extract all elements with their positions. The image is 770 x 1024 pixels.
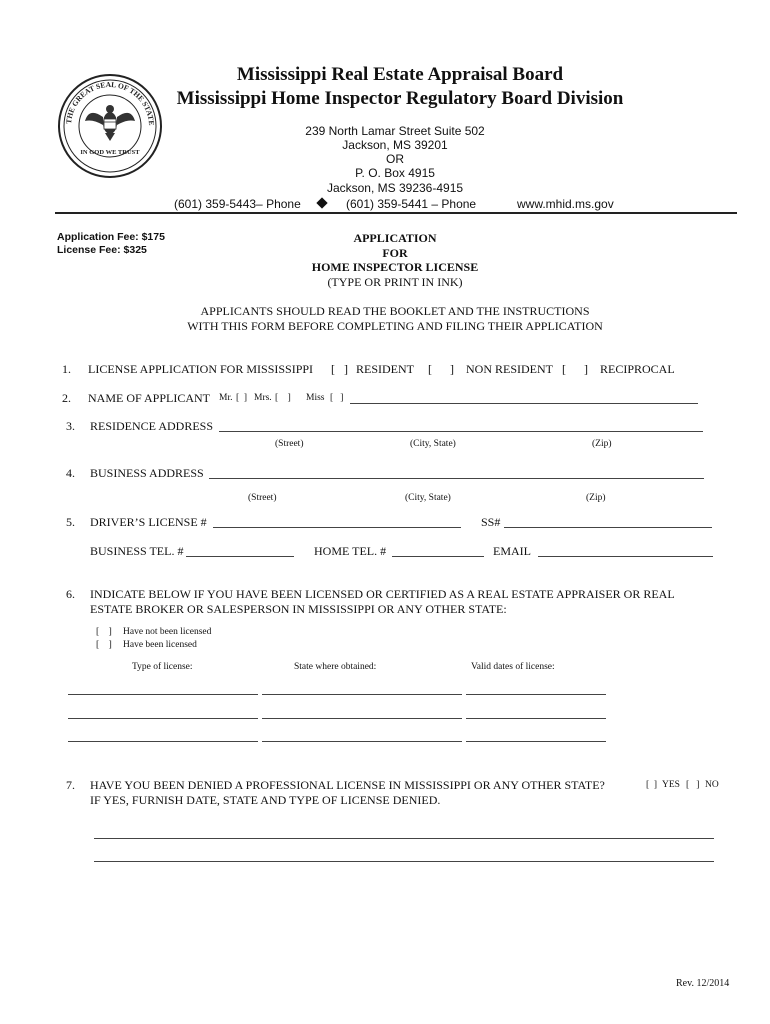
address-line: Jackson, MS 39236-4915 xyxy=(326,181,464,195)
application-fee: Application Fee: $175 xyxy=(57,231,165,243)
email-label: EMAIL xyxy=(493,544,531,558)
denied-details-field[interactable] xyxy=(94,838,714,839)
resident-checkbox[interactable]: [ ] xyxy=(331,362,348,376)
form-title-line: HOME INSPECTOR LICENSE xyxy=(311,260,479,274)
title-miss: Miss xyxy=(306,393,325,403)
applicant-name-field[interactable] xyxy=(350,403,698,404)
home-tel-field[interactable] xyxy=(392,556,484,557)
address-line: 239 North Lamar Street Suite 502 xyxy=(305,124,485,138)
q1-label: LICENSE APPLICATION FOR MISSISSIPPI xyxy=(88,362,314,376)
license-type-field[interactable] xyxy=(68,741,258,742)
revision-date: Rev. 12/2014 xyxy=(676,978,730,989)
yes-checkbox[interactable]: [ ] xyxy=(646,780,658,790)
state-obtained-field[interactable] xyxy=(262,694,462,695)
q7-number: 7. xyxy=(66,778,75,792)
q1-number: 1. xyxy=(62,362,71,376)
email-field[interactable] xyxy=(538,556,713,557)
residence-zip-label: (Zip) xyxy=(592,439,612,449)
q4-number: 4. xyxy=(66,466,75,480)
form-title-line: APPLICATION xyxy=(353,231,437,245)
not-licensed-label: Have not been licensed xyxy=(123,627,212,637)
license-type-header: Type of license: xyxy=(132,662,193,672)
instructions xyxy=(130,304,660,334)
miss-checkbox[interactable]: [ ] xyxy=(330,393,344,403)
mrs-checkbox[interactable]: [ ] xyxy=(275,393,291,403)
business-tel-field[interactable] xyxy=(186,556,294,557)
division-title: Mississippi Home Inspector Regulatory Board Division xyxy=(176,88,624,109)
nonresident-checkbox[interactable]: [ ] xyxy=(428,362,454,376)
business-tel-label: BUSINESS TEL. # xyxy=(90,544,184,558)
reciprocal-label: RECIPROCAL xyxy=(600,362,675,376)
licensed-label: Have been licensed xyxy=(123,640,197,650)
state-obtained-field[interactable] xyxy=(262,718,462,719)
diamond-icon xyxy=(316,197,327,208)
q2-number: 2. xyxy=(62,391,71,405)
instructions-line: WITH THIS FORM BEFORE COMPLETING AND FILING THEIR APPLICATION xyxy=(187,319,603,333)
license-type-field[interactable] xyxy=(68,718,258,719)
address-line: Jackson, MS 39201 xyxy=(342,138,448,152)
q7-line: IF YES, FURNISH DATE, STATE AND TYPE OF LICENSE DENIED. xyxy=(90,793,441,807)
no-label: NO xyxy=(705,780,719,790)
q3-label: RESIDENCE ADDRESS xyxy=(90,419,214,433)
home-tel-label: HOME TEL. # xyxy=(314,544,387,558)
business-city-label: (City, State) xyxy=(405,493,451,503)
instructions-line: APPLICANTS SHOULD READ THE BOOKLET AND THE INSTRUCTIONS xyxy=(200,304,590,318)
q3-number: 3. xyxy=(66,419,75,433)
mr-checkbox[interactable]: [ ] xyxy=(236,393,248,403)
svg-text:THE GREAT SEAL OF THE STATE OF: THE GREAT SEAL OF THE STATE xyxy=(64,79,157,126)
state-obtained-field[interactable] xyxy=(262,741,462,742)
website[interactable]: www.mhid.ms.gov xyxy=(517,197,614,211)
ss-label: SS# xyxy=(481,515,501,529)
license-fee: License Fee: $325 xyxy=(57,244,147,256)
form-subtitle: (TYPE OR PRINT IN INK) xyxy=(327,274,463,289)
licensed-checkbox[interactable]: [ ] xyxy=(96,640,112,650)
phone-main: (601) 359-5443– Phone xyxy=(174,197,301,211)
svg-text:IN GOD WE TRUST: IN GOD WE TRUST xyxy=(80,149,140,156)
q2-label: NAME OF APPLICANT xyxy=(88,391,211,405)
denied-details-field[interactable] xyxy=(94,861,714,862)
q7-line: HAVE YOU BEEN DENIED A PROFESSIONAL LICENSE IN MISSISSIPPI OR ANY OTHER STATE? xyxy=(90,778,605,792)
q6-line: INDICATE BELOW IF YOU HAVE BEEN LICENSED OR CERTIFIED AS A REAL ESTATE APPRAISER OR REAL xyxy=(90,587,675,601)
phone-secondary: (601) 359-5441 – Phone xyxy=(346,197,477,211)
q4-label: BUSINESS ADDRESS xyxy=(90,466,204,480)
board-title: Mississippi Real Estate Appraisal Board xyxy=(236,64,564,85)
valid-dates-field[interactable] xyxy=(466,694,606,695)
drivers-license-label: DRIVER’S LICENSE # xyxy=(90,515,207,529)
yes-label: YES xyxy=(662,780,680,790)
residence-city-label: (City, State) xyxy=(410,439,456,449)
q5-number: 5. xyxy=(66,515,75,529)
q6-number: 6. xyxy=(66,587,75,601)
address-line: P. O. Box 4915 xyxy=(355,166,435,180)
address-line: OR xyxy=(386,152,404,166)
nonresident-label: NON RESIDENT xyxy=(466,362,553,376)
residence-address-field[interactable] xyxy=(219,431,703,432)
form-title-line: FOR xyxy=(382,245,408,260)
ss-field[interactable] xyxy=(504,527,712,528)
resident-label: RESIDENT xyxy=(356,362,414,376)
q6-line: ESTATE BROKER OR SALESPERSON IN MISSISSIPPI OR ANY OTHER STATE: xyxy=(90,602,507,616)
state-obtained-header: State where obtained: xyxy=(294,662,377,672)
business-street-label: (Street) xyxy=(248,493,277,503)
no-checkbox[interactable]: [ ] xyxy=(686,780,700,790)
not-licensed-checkbox[interactable]: [ ] xyxy=(96,627,112,637)
drivers-license-field[interactable] xyxy=(213,527,461,528)
title-mr: Mr. xyxy=(219,393,233,403)
form-title xyxy=(250,231,540,289)
header-divider xyxy=(55,212,737,214)
reciprocal-checkbox[interactable]: [ ] xyxy=(562,362,588,376)
residence-street-label: (Street) xyxy=(275,439,304,449)
license-type-field[interactable] xyxy=(68,694,258,695)
valid-dates-field[interactable] xyxy=(466,741,606,742)
business-address-field[interactable] xyxy=(209,478,704,479)
business-zip-label: (Zip) xyxy=(586,493,606,503)
valid-dates-header: Valid dates of license: xyxy=(471,662,555,672)
title-mrs: Mrs. xyxy=(254,393,272,403)
valid-dates-field[interactable] xyxy=(466,718,606,719)
